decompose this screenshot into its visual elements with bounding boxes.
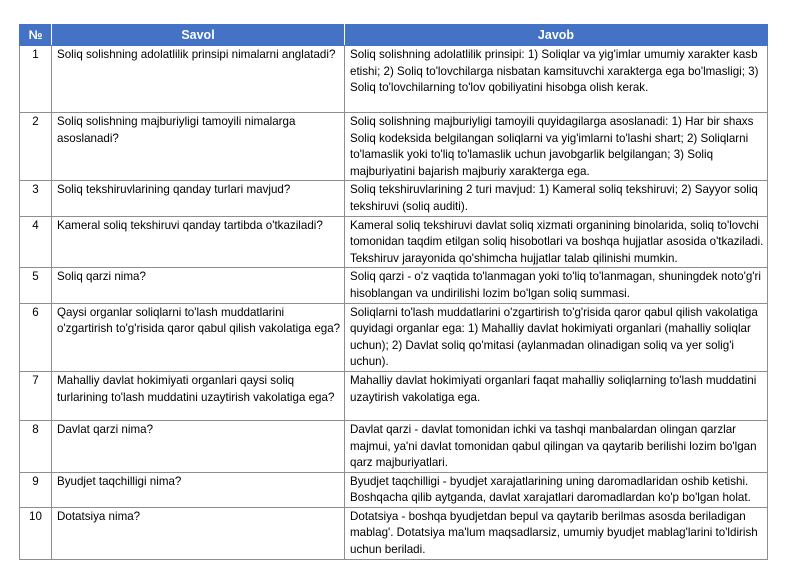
table-row <box>20 181 768 216</box>
row-number: 8 <box>20 420 52 472</box>
question-cell: Mahalliy davlat hokimiyati organlari qaysi soliq turlarining to'lash muddatini uzaytirish vakolatiga ega? <box>52 371 345 420</box>
row-number: 6 <box>20 303 52 371</box>
table-row <box>20 420 768 472</box>
answer-cell: Soliqlarni to'lash muddatlarini o'zgartirish to'g'risida qaror qabul qilish vakolatiga quyidagi organlar ega: 1) Mahalliy davlat hokimiyati organlari (mahalliy soliqlar uchun); 2) Davlat soliq qo'mitasi (aylanmadan olinadigan soliq va yer solig'i uchun). <box>345 303 768 371</box>
question-cell: Soliq tekshiruvlarining qanday turlari mavjud? <box>52 181 345 216</box>
row-number: 9 <box>20 472 52 507</box>
answer-cell: Dotatsiya - boshqa byudjetdan bepul va qaytarib berilmas asosda beriladigan mablag'. Dotatsiya ma'lum maqsadlarsiz, umumiy byudjet mablag'larini to'ldirish uchun beriladi. <box>345 507 768 559</box>
table-row <box>20 113 768 181</box>
answer-cell: Mahalliy davlat hokimiyati organlari faqat mahalliy soliqlarning to'lash muddatini uzaytirish vakolatiga ega. <box>345 371 768 420</box>
row-number: 4 <box>20 216 52 268</box>
question-cell: Soliq qarzi nima? <box>52 268 345 303</box>
question-cell: Byudjet taqchilligi nima? <box>52 472 345 507</box>
document-page <box>19 24 767 560</box>
question-cell: Davlat qarzi nima? <box>52 420 345 472</box>
answer-cell: Soliq qarzi - o'z vaqtida to'lanmagan yoki to'liq to'lanmagan, shuningdek noto'g'ri hisoblangan va undirilishi lozim bo'lgan soliq summasi. <box>345 268 768 303</box>
table-row <box>20 216 768 268</box>
row-number: 3 <box>20 181 52 216</box>
table-row <box>20 472 768 507</box>
header-answer: Javob <box>345 25 768 46</box>
question-cell: Soliq solishning majburiyligi tamoyili nimalarga asoslanadi? <box>52 113 345 181</box>
question-cell: Dotatsiya nima? <box>52 507 345 559</box>
answer-cell: Soliq solishning adolatlilik prinsipi: 1) Soliqlar va yig'imlar umumiy xarakter kasb etishi; 2) Soliq to'lovchilarga nisbatan kamsituvchi xarakterga ega bo'lmasligi; 3) Soliq to'lovchilarning to'lov qobiliyatini hisobga olish kerak. <box>345 46 768 113</box>
answer-cell: Byudjet taqchilligi - byudjet xarajatlarining uning daromadlaridan oshib ketishi. Boshqacha qilib aytganda, davlat xarajatlari daromadlardan ko'p bo'lgan holat. <box>345 472 768 507</box>
answer-cell: Davlat qarzi - davlat tomonidan ichki va tashqi manbalardan olingan qarzlar majmui, ya'ni davlat tomonidan qabul qilingan va qaytarib berilishi lozim bo'lgan qarz majburiyatlari. <box>345 420 768 472</box>
row-number: 1 <box>20 46 52 113</box>
row-number: 7 <box>20 371 52 420</box>
answer-cell: Kameral soliq tekshiruvi davlat soliq xizmati organining binolarida, soliq to'lovchi tomonidan taqdim etilgan soliq hisobotlari va boshqa hujjatlar asosida o'tkaziladi. Tekshiruv jarayonida qo'shimcha hujjatlar talab qilinishi mumkin. <box>345 216 768 268</box>
header-row <box>20 25 768 46</box>
qa-table <box>19 24 768 560</box>
header-number: № <box>20 25 52 46</box>
header-question: Savol <box>52 25 345 46</box>
table-header <box>20 25 768 46</box>
table-row <box>20 371 768 420</box>
table-row <box>20 46 768 113</box>
question-cell: Soliq solishning adolatlilik prinsipi nimalarni anglatadi? <box>52 46 345 113</box>
row-number: 10 <box>20 507 52 559</box>
row-number: 5 <box>20 268 52 303</box>
question-cell: Qaysi organlar soliqlarni to'lash muddatlarini o'zgartirish to'g'risida qaror qabul qilish vakolatiga ega? <box>52 303 345 371</box>
table-row <box>20 268 768 303</box>
question-cell: Kameral soliq tekshiruvi qanday tartibda o'tkaziladi? <box>52 216 345 268</box>
table-row <box>20 507 768 559</box>
answer-cell: Soliq solishning majburiyligi tamoyili quyidagilarga asoslanadi: 1) Har bir shaxs Soliq kodeksida belgilangan soliqlarni va yig'imlarni to'lashi shart; 2) Soliqlarni to'lamaslik yoki to'liq to'lamaslik uchun javobgarlik belgilangan; 3) Soliq majburiyatini bajarish majburiy xarakterga ega. <box>345 113 768 181</box>
table-body <box>20 46 768 560</box>
row-number: 2 <box>20 113 52 181</box>
table-row <box>20 303 768 371</box>
answer-cell: Soliq tekshiruvlarining 2 turi mavjud: 1) Kameral soliq tekshiruvi; 2) Sayyor soliq tekshiruvi (soliq auditi). <box>345 181 768 216</box>
